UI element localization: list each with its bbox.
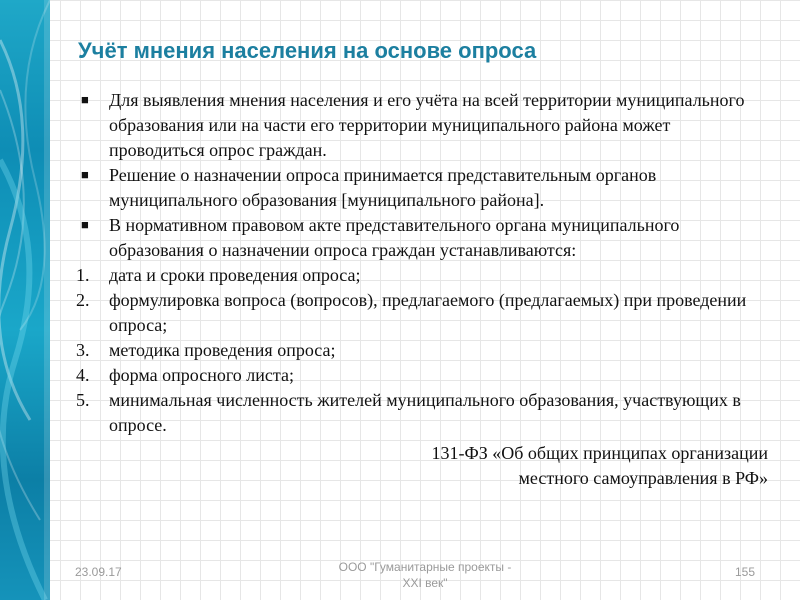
bullet-square-icon: ■ [81,92,89,107]
bullet-text: Решение о назначении опроса принимается представительным органов муниципального образования [муниципального района]. [109,165,657,210]
item-number: 4. [76,365,90,385]
decorative-sidebar [0,0,50,600]
bullet-item [78,163,768,213]
bullet-item [78,88,768,163]
footer-org-line-1: ООО "Гуманитарные проекты - [338,560,512,574]
item-number: 5. [76,390,90,410]
numbered-item [78,363,768,388]
footer-date: 23.09.17 [75,565,122,579]
citation-line-1: 131-ФЗ «Об общих принципах организации [431,443,768,463]
footer-organization [300,559,550,591]
numbered-item [78,263,768,288]
bullet-text: В нормативном правовом акте представительного органа муниципального образования о назначении опроса граждан устанавливаются: [109,215,680,260]
slide-body [78,88,768,491]
numbered-item [78,338,768,363]
bullet-square-icon: ■ [81,167,89,182]
bullet-text: Для выявления мнения населения и его учёта на всей территории муниципального образования или на части его территории муниципального района может проводиться опрос граждан. [109,90,745,160]
item-text: методика проведения опроса; [109,340,336,360]
item-number: 3. [76,340,90,360]
bullet-square-icon: ■ [81,217,89,232]
numbered-item [78,288,768,338]
item-number: 1. [76,265,90,285]
item-text: форма опросного листа; [109,365,294,385]
item-text: дата и сроки проведения опроса; [109,265,361,285]
numbered-item [78,388,768,438]
sidebar-swirl-graphic [0,0,50,600]
item-number: 2. [76,290,90,310]
slide-title: Учёт мнения населения на основе опроса [78,38,537,63]
item-text: формулировка вопроса (вопросов), предлагаемого (предлагаемых) при проведении опроса; [109,290,747,335]
footer-page-number: 155 [735,565,756,579]
citation-line-2: местного самоуправления в РФ» [518,468,768,488]
footer-org-line-2: XXI век" [402,576,448,590]
bullet-item [78,213,768,263]
item-text: минимальная численность жителей муниципального образования, участвующих в опросе. [109,390,741,435]
law-citation [78,441,768,491]
